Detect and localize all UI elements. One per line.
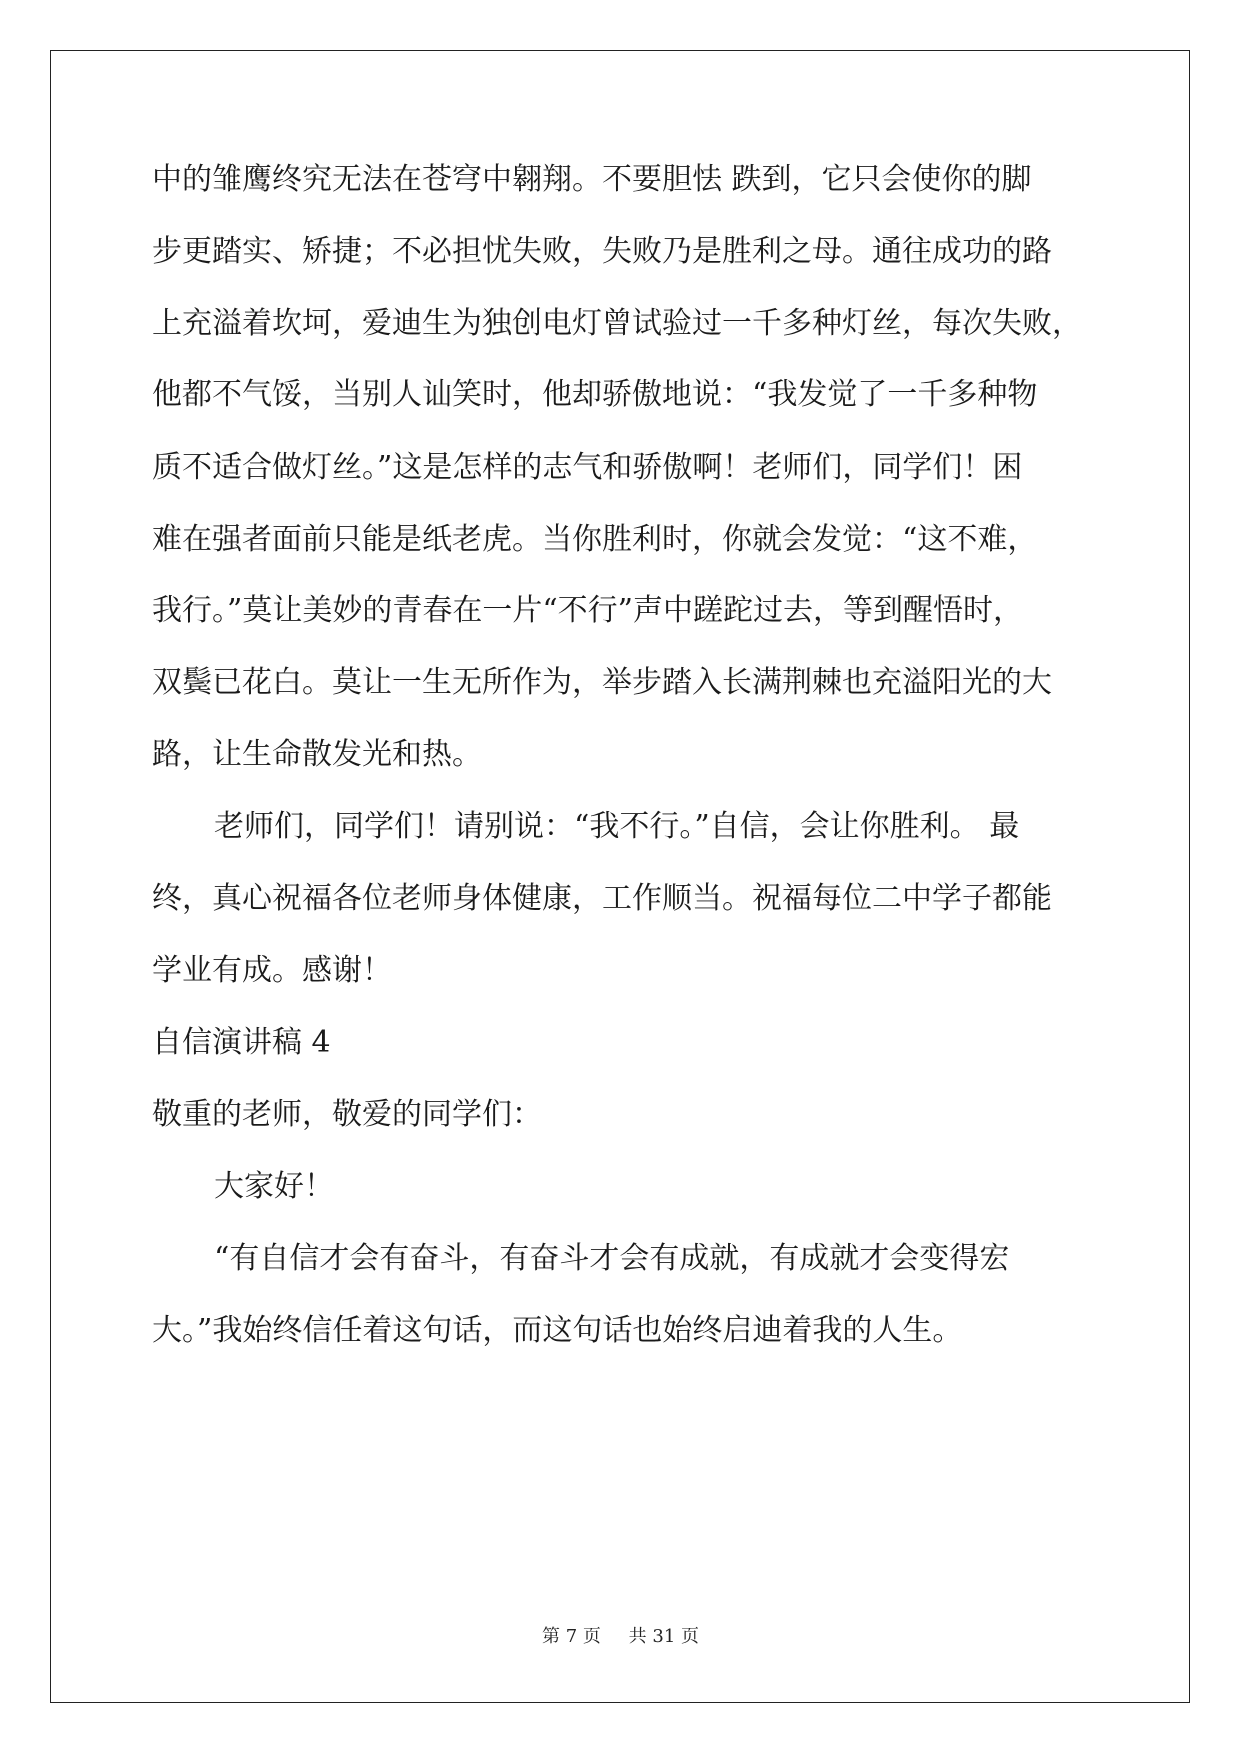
page-number: 第 7 页	[542, 1626, 601, 1647]
text-line: 我行。”莫让美妙的青春在一片“不行”声中蹉跎过去，等到醒悟时，	[152, 593, 1024, 628]
text-line: 难在强者面前只能是纸老虎。当你胜利时，你就会发觉：“这不难，	[152, 522, 1038, 557]
text-line: 上充溢着坎坷，爱迪生为独创电灯曾试验过一千多种灯丝，每次失败，	[152, 306, 1082, 341]
page-border	[50, 50, 1190, 1703]
salutation-line: 敬重的老师，敬爱的同学们：	[152, 1097, 542, 1132]
page-footer	[0, 1622, 1241, 1648]
greeting-line: 大家好！	[214, 1169, 334, 1204]
text-line: 路，让生命散发光和热。	[152, 737, 482, 772]
text-line: 大。”我始终信任着这句话，而这句话也始终启迪着我的人生。	[152, 1313, 963, 1348]
text-line: 他都不气馁，当别人讪笑时，他却骄傲地说：“我发觉了一千多种物	[152, 377, 1038, 412]
page-total: 共 31 页	[628, 1626, 699, 1647]
paragraph-start-line: 老师们，同学们！请别说：“我不行。”自信，会让你胜利。 最	[214, 809, 1020, 844]
text-line: 质不适合做灯丝。”这是怎样的志气和骄傲啊！老师们，同学们！困	[152, 450, 1023, 485]
text-line: 中的雏鹰终究无法在苍穹中翱翔。不要胆怯 跌到，它只会使你的脚	[152, 162, 1032, 197]
text-line: 双鬓已花白。莫让一生无所作为，举步踏入长满荆棘也充溢阳光的大	[152, 665, 1052, 700]
text-line: 步更踏实、矫捷；不必担忧失败，失败乃是胜利之母。通往成功的路	[152, 234, 1052, 269]
section-heading: 自信演讲稿 4	[152, 1025, 331, 1060]
text-line: 终，真心祝福各位老师身体健康，工作顺当。祝福每位二中学子都能	[152, 881, 1052, 916]
text-line: 学业有成。感谢！	[152, 953, 392, 988]
paragraph-start-line: “有自信才会有奋斗，有奋斗才会有成就，有成就才会变得宏	[214, 1241, 1010, 1276]
